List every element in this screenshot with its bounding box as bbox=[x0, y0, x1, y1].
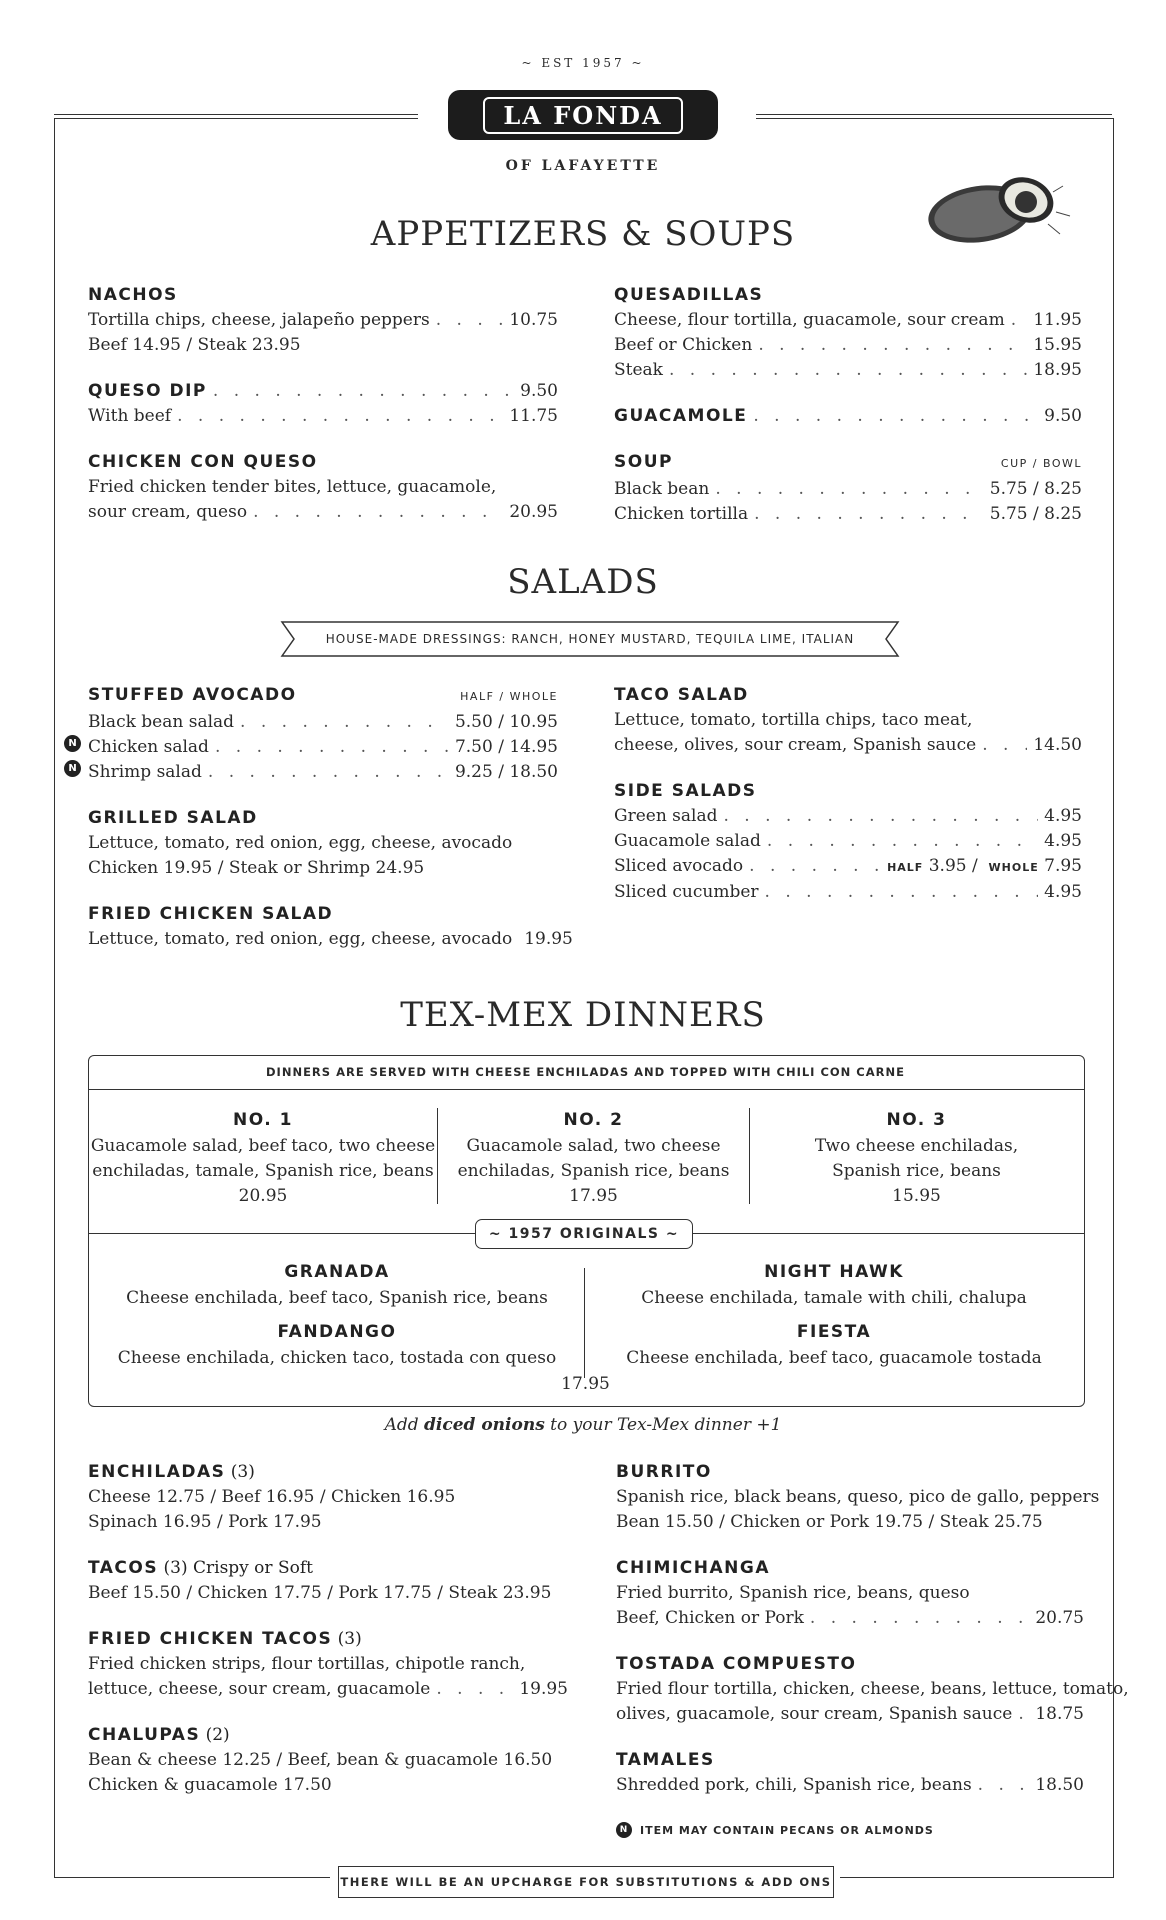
item-price: 15.95 bbox=[1033, 335, 1082, 355]
size-label: WHOLE bbox=[988, 861, 1039, 874]
item-variants: Beef 15.50 / Chicken 17.75 / Pork 17.75 / Steak 23.95 bbox=[88, 1583, 552, 1603]
item-price: 4.95 bbox=[1044, 806, 1082, 826]
item-price: 11.95 bbox=[1033, 310, 1082, 330]
item-variants: Chicken & guacamole 17.50 bbox=[88, 1775, 332, 1795]
item-name: QUESO DIP bbox=[88, 381, 207, 401]
entrees-left-column bbox=[88, 1459, 568, 1818]
item-desc: Cheese, flour tortilla, guacamole, sour cream bbox=[614, 310, 1005, 330]
add-on-text: to your Tex-Mex dinner +1 bbox=[544, 1415, 782, 1435]
nut-badge-icon: N bbox=[616, 1822, 632, 1838]
section-title-dinners: TEX-MEX DINNERS bbox=[400, 995, 766, 1035]
item-desc: With beef bbox=[88, 406, 172, 426]
nut-footnote bbox=[616, 1822, 934, 1838]
item-desc: Cheese enchilada, beef taco, guacamole tostada bbox=[626, 1348, 1042, 1368]
dinner-no-3 bbox=[750, 1106, 1083, 1209]
appetizers-left-column bbox=[88, 282, 558, 545]
item-price: 19.95 bbox=[519, 1679, 568, 1699]
item-name: GUACAMOLE bbox=[614, 406, 748, 426]
item-price: 5.50 / 10.95 bbox=[454, 712, 558, 732]
item-price: 3.95 / bbox=[928, 856, 978, 876]
item-desc: Fried burrito, Spanish rice, beans, queso bbox=[616, 1583, 970, 1603]
item-price: 17.95 bbox=[569, 1186, 618, 1206]
item-price: 20.75 bbox=[1035, 1608, 1084, 1628]
item-desc: Lettuce, tomato, red onion, egg, cheese, avocado bbox=[88, 929, 513, 949]
item-price: 9.25 / 18.50 bbox=[454, 762, 558, 782]
item-price: 4.95 bbox=[1044, 831, 1082, 851]
item-count: (3) bbox=[332, 1629, 362, 1649]
item-desc: Cheese enchilada, beef taco, Spanish rice, beans bbox=[126, 1288, 548, 1308]
item-count: (2) bbox=[200, 1725, 230, 1745]
menu-item-quesadillas bbox=[614, 282, 1082, 383]
item-variants: Cheese 12.75 / Beef 16.95 / Chicken 16.95 bbox=[88, 1487, 456, 1507]
logo-rule-right bbox=[756, 114, 1112, 115]
dinner-fiesta bbox=[585, 1318, 1083, 1371]
item-desc: Spanish rice, black beans, queso, pico de gallo, peppers bbox=[616, 1487, 1100, 1507]
item-name: CHIMICHANGA bbox=[616, 1558, 770, 1578]
item-price: 5.75 / 8.25 bbox=[989, 504, 1082, 524]
item-price: 18.50 bbox=[1035, 1775, 1084, 1795]
item-name: CHICKEN CON QUESO bbox=[88, 452, 318, 472]
item-desc: Spanish rice, beans bbox=[832, 1161, 1001, 1181]
item-price: 15.95 bbox=[892, 1186, 941, 1206]
item-variants: Spinach 16.95 / Pork 17.95 bbox=[88, 1512, 322, 1532]
add-on-note bbox=[0, 1415, 1166, 1435]
item-name: SIDE SALADS bbox=[614, 781, 757, 801]
dinner-night-hawk bbox=[585, 1258, 1083, 1311]
item-desc: Fried flour tortilla, chicken, cheese, beans, lettuce, tomato, bbox=[616, 1679, 1129, 1699]
item-price: 5.75 / 8.25 bbox=[989, 479, 1082, 499]
item-name: FANDANGO bbox=[277, 1322, 397, 1342]
menu-item-tamales bbox=[616, 1747, 1084, 1798]
item-variant: Black bean bbox=[614, 479, 710, 499]
item-name-text: CHALUPAS bbox=[88, 1725, 201, 1745]
item-name: FRIED CHICKEN SALAD bbox=[88, 904, 334, 924]
section-title-salads: SALADS bbox=[507, 562, 659, 602]
entrees-right-column bbox=[616, 1459, 1129, 1818]
dinners-header: DINNERS ARE SERVED WITH CHEESE ENCHILADAS AND TOPPED WITH CHILI CON CARNE bbox=[266, 1065, 905, 1079]
item-desc: Lettuce, tomato, tortilla chips, taco meat, bbox=[614, 710, 973, 730]
item-desc: enchiladas, tamale, Spanish rice, beans bbox=[92, 1161, 434, 1181]
menu-item-soup bbox=[614, 449, 1082, 527]
originals-price: 17.95 bbox=[561, 1374, 610, 1394]
dinner-granada bbox=[90, 1258, 584, 1311]
item-variant: Steak bbox=[614, 360, 663, 380]
item-desc: sour cream, queso bbox=[88, 502, 248, 522]
menu-item-side-salads bbox=[614, 778, 1082, 905]
menu-item-tacos bbox=[88, 1555, 568, 1606]
item-desc: Guacamole salad, beef taco, two cheese bbox=[90, 1136, 436, 1156]
logo bbox=[448, 90, 718, 140]
item-name bbox=[88, 1626, 362, 1652]
dinner-fandango bbox=[90, 1318, 584, 1371]
item-price: 10.75 bbox=[509, 310, 558, 330]
item-desc: Cheese enchilada, chicken taco, tostada con queso bbox=[117, 1348, 557, 1368]
item-price: 20.95 bbox=[509, 502, 558, 522]
item-name: SOUP bbox=[614, 452, 673, 472]
item-name: NIGHT HAWK bbox=[764, 1262, 904, 1282]
item-desc: enchiladas, Spanish rice, beans bbox=[457, 1161, 730, 1181]
item-name: STUFFED AVOCADO bbox=[88, 685, 297, 705]
dressings-banner: HOUSE-MADE DRESSINGS: RANCH, HONEY MUSTARD, TEQUILA LIME, ITALIAN bbox=[325, 632, 855, 646]
item-price: 9.50 bbox=[520, 381, 558, 401]
logo-subtitle: OF LAFAYETTE bbox=[505, 158, 661, 174]
menu-item-fried-chicken-tacos bbox=[88, 1626, 568, 1702]
item-name: GRANADA bbox=[284, 1262, 390, 1282]
menu-item-burrito bbox=[616, 1459, 1100, 1535]
item-variant: Sliced cucumber bbox=[614, 882, 759, 902]
dinner-no-1 bbox=[90, 1106, 436, 1209]
item-variants: Bean & cheese 12.25 / Beef, bean & guacamole 16.50 bbox=[88, 1750, 553, 1770]
item-desc: Cheese enchilada, tamale with chili, chalupa bbox=[641, 1288, 1027, 1308]
item-desc: Shredded pork, chili, Spanish rice, beans bbox=[616, 1775, 972, 1795]
menu-item-stuffed-avocado bbox=[68, 682, 558, 785]
menu-item-queso-dip bbox=[88, 378, 558, 429]
add-on-text: Add bbox=[384, 1415, 425, 1435]
add-on-highlight: diced onions bbox=[424, 1415, 545, 1435]
item-name: NO. 2 bbox=[563, 1110, 624, 1130]
menu-item-taco-salad bbox=[614, 682, 1082, 758]
item-name: BURRITO bbox=[616, 1462, 712, 1482]
item-variant: Chicken tortilla bbox=[614, 504, 749, 524]
salads-right-column bbox=[614, 682, 1082, 925]
item-desc: Fried chicken tender bites, lettuce, guacamole, bbox=[88, 477, 497, 497]
item-name: NO. 3 bbox=[886, 1110, 947, 1130]
nut-badge-icon: N bbox=[64, 735, 81, 752]
dinner-no-2 bbox=[438, 1106, 749, 1209]
item-price: 9.50 bbox=[1044, 406, 1082, 426]
size-label: HALF bbox=[887, 861, 924, 874]
menu-item-chalupas bbox=[88, 1722, 568, 1798]
item-price: 14.50 bbox=[1033, 735, 1082, 755]
item-name bbox=[88, 1722, 230, 1748]
item-name-text: ENCHILADAS bbox=[88, 1462, 226, 1482]
item-price: 20.95 bbox=[238, 1186, 288, 1206]
item-desc: Fried chicken strips, flour tortillas, chipotle ranch, bbox=[88, 1654, 526, 1674]
item-name: FIESTA bbox=[796, 1322, 872, 1342]
item-desc: olives, guacamole, sour cream, Spanish sauce bbox=[616, 1704, 1013, 1724]
item-variant: Black bean salad bbox=[88, 712, 235, 732]
item-name: GRILLED SALAD bbox=[88, 808, 258, 828]
item-price: 4.95 bbox=[1044, 882, 1082, 902]
item-desc: lettuce, cheese, sour cream, guacamole bbox=[88, 1679, 431, 1699]
nut-note: ITEM MAY CONTAIN PECANS OR ALMONDS bbox=[640, 1823, 934, 1837]
item-variant: Shrimp salad bbox=[88, 762, 202, 782]
appetizers-right-column bbox=[614, 282, 1082, 547]
section-title-appetizers: APPETIZERS & SOUPS bbox=[370, 214, 796, 254]
item-price: 18.95 bbox=[1033, 360, 1082, 380]
menu-item-guacamole bbox=[614, 403, 1082, 429]
item-variant: Sliced avocado bbox=[614, 856, 744, 876]
item-name bbox=[88, 1459, 255, 1485]
item-name: QUESADILLAS bbox=[614, 285, 764, 305]
menu-item-chicken-con-queso bbox=[88, 449, 558, 525]
item-variants: Chicken 19.95 / Steak or Shrimp 24.95 bbox=[88, 858, 425, 878]
item-price: 19.95 bbox=[524, 929, 573, 949]
item-variants: Beef 14.95 / Steak 23.95 bbox=[88, 335, 301, 355]
item-name: NO. 1 bbox=[232, 1110, 293, 1130]
item-variant: Green salad bbox=[614, 806, 718, 826]
item-desc: Two cheese enchiladas, bbox=[814, 1136, 1019, 1156]
item-price: 11.75 bbox=[509, 406, 558, 426]
salads-left-column bbox=[68, 682, 573, 972]
item-desc: Lettuce, tomato, red onion, egg, cheese, avocado bbox=[88, 833, 513, 853]
item-name-text: TACOS bbox=[88, 1558, 159, 1578]
item-desc: Tortilla chips, cheese, jalapeño peppers bbox=[88, 310, 430, 330]
item-name: TAMALES bbox=[616, 1750, 715, 1770]
item-variant: Beef, Chicken or Pork bbox=[616, 1608, 804, 1628]
item-variant: Guacamole salad bbox=[614, 831, 761, 851]
item-price: 7.95 bbox=[1044, 856, 1082, 876]
item-desc: cheese, olives, sour cream, Spanish sauce bbox=[614, 735, 977, 755]
size-header: CUP / BOWL bbox=[1000, 457, 1082, 470]
est-label: ~ EST 1957 ~ bbox=[521, 56, 645, 70]
nut-badge-icon: N bbox=[64, 760, 81, 777]
item-price: 18.75 bbox=[1035, 1704, 1084, 1724]
item-name: TOSTADA COMPUESTO bbox=[616, 1654, 857, 1674]
logo-rule-left bbox=[54, 114, 418, 115]
originals-tag: ~ 1957 ORIGINALS ~ bbox=[475, 1219, 693, 1249]
item-name-text: FRIED CHICKEN TACOS bbox=[88, 1629, 333, 1649]
item-count: (3) Crispy or Soft bbox=[158, 1558, 313, 1578]
item-name bbox=[88, 1555, 313, 1581]
item-desc: Guacamole salad, two cheese bbox=[466, 1136, 721, 1156]
item-name: NACHOS bbox=[88, 285, 178, 305]
logo-text: LA FONDA bbox=[483, 97, 682, 134]
menu-item-tostada-compuesto bbox=[616, 1651, 1129, 1727]
upcharge-notice: THERE WILL BE AN UPCHARGE FOR SUBSTITUTIONS & ADD ONS bbox=[338, 1866, 834, 1898]
item-count: (3) bbox=[225, 1462, 255, 1482]
menu-item-grilled-salad bbox=[88, 805, 558, 881]
menu-item-nachos bbox=[88, 282, 558, 358]
menu-item-chimichanga bbox=[616, 1555, 1084, 1631]
size-header: HALF / WHOLE bbox=[460, 690, 558, 703]
menu-item-fried-chicken-salad bbox=[88, 901, 573, 952]
item-variants: Bean 15.50 / Chicken or Pork 19.75 / Steak 25.75 bbox=[616, 1512, 1043, 1532]
menu-item-enchiladas bbox=[88, 1459, 568, 1535]
item-name: TACO SALAD bbox=[614, 685, 749, 705]
item-variant: Beef or Chicken bbox=[614, 335, 753, 355]
item-variant: Chicken salad bbox=[88, 737, 209, 757]
item-price: 7.50 / 14.95 bbox=[454, 737, 558, 757]
divider bbox=[88, 1089, 1085, 1090]
